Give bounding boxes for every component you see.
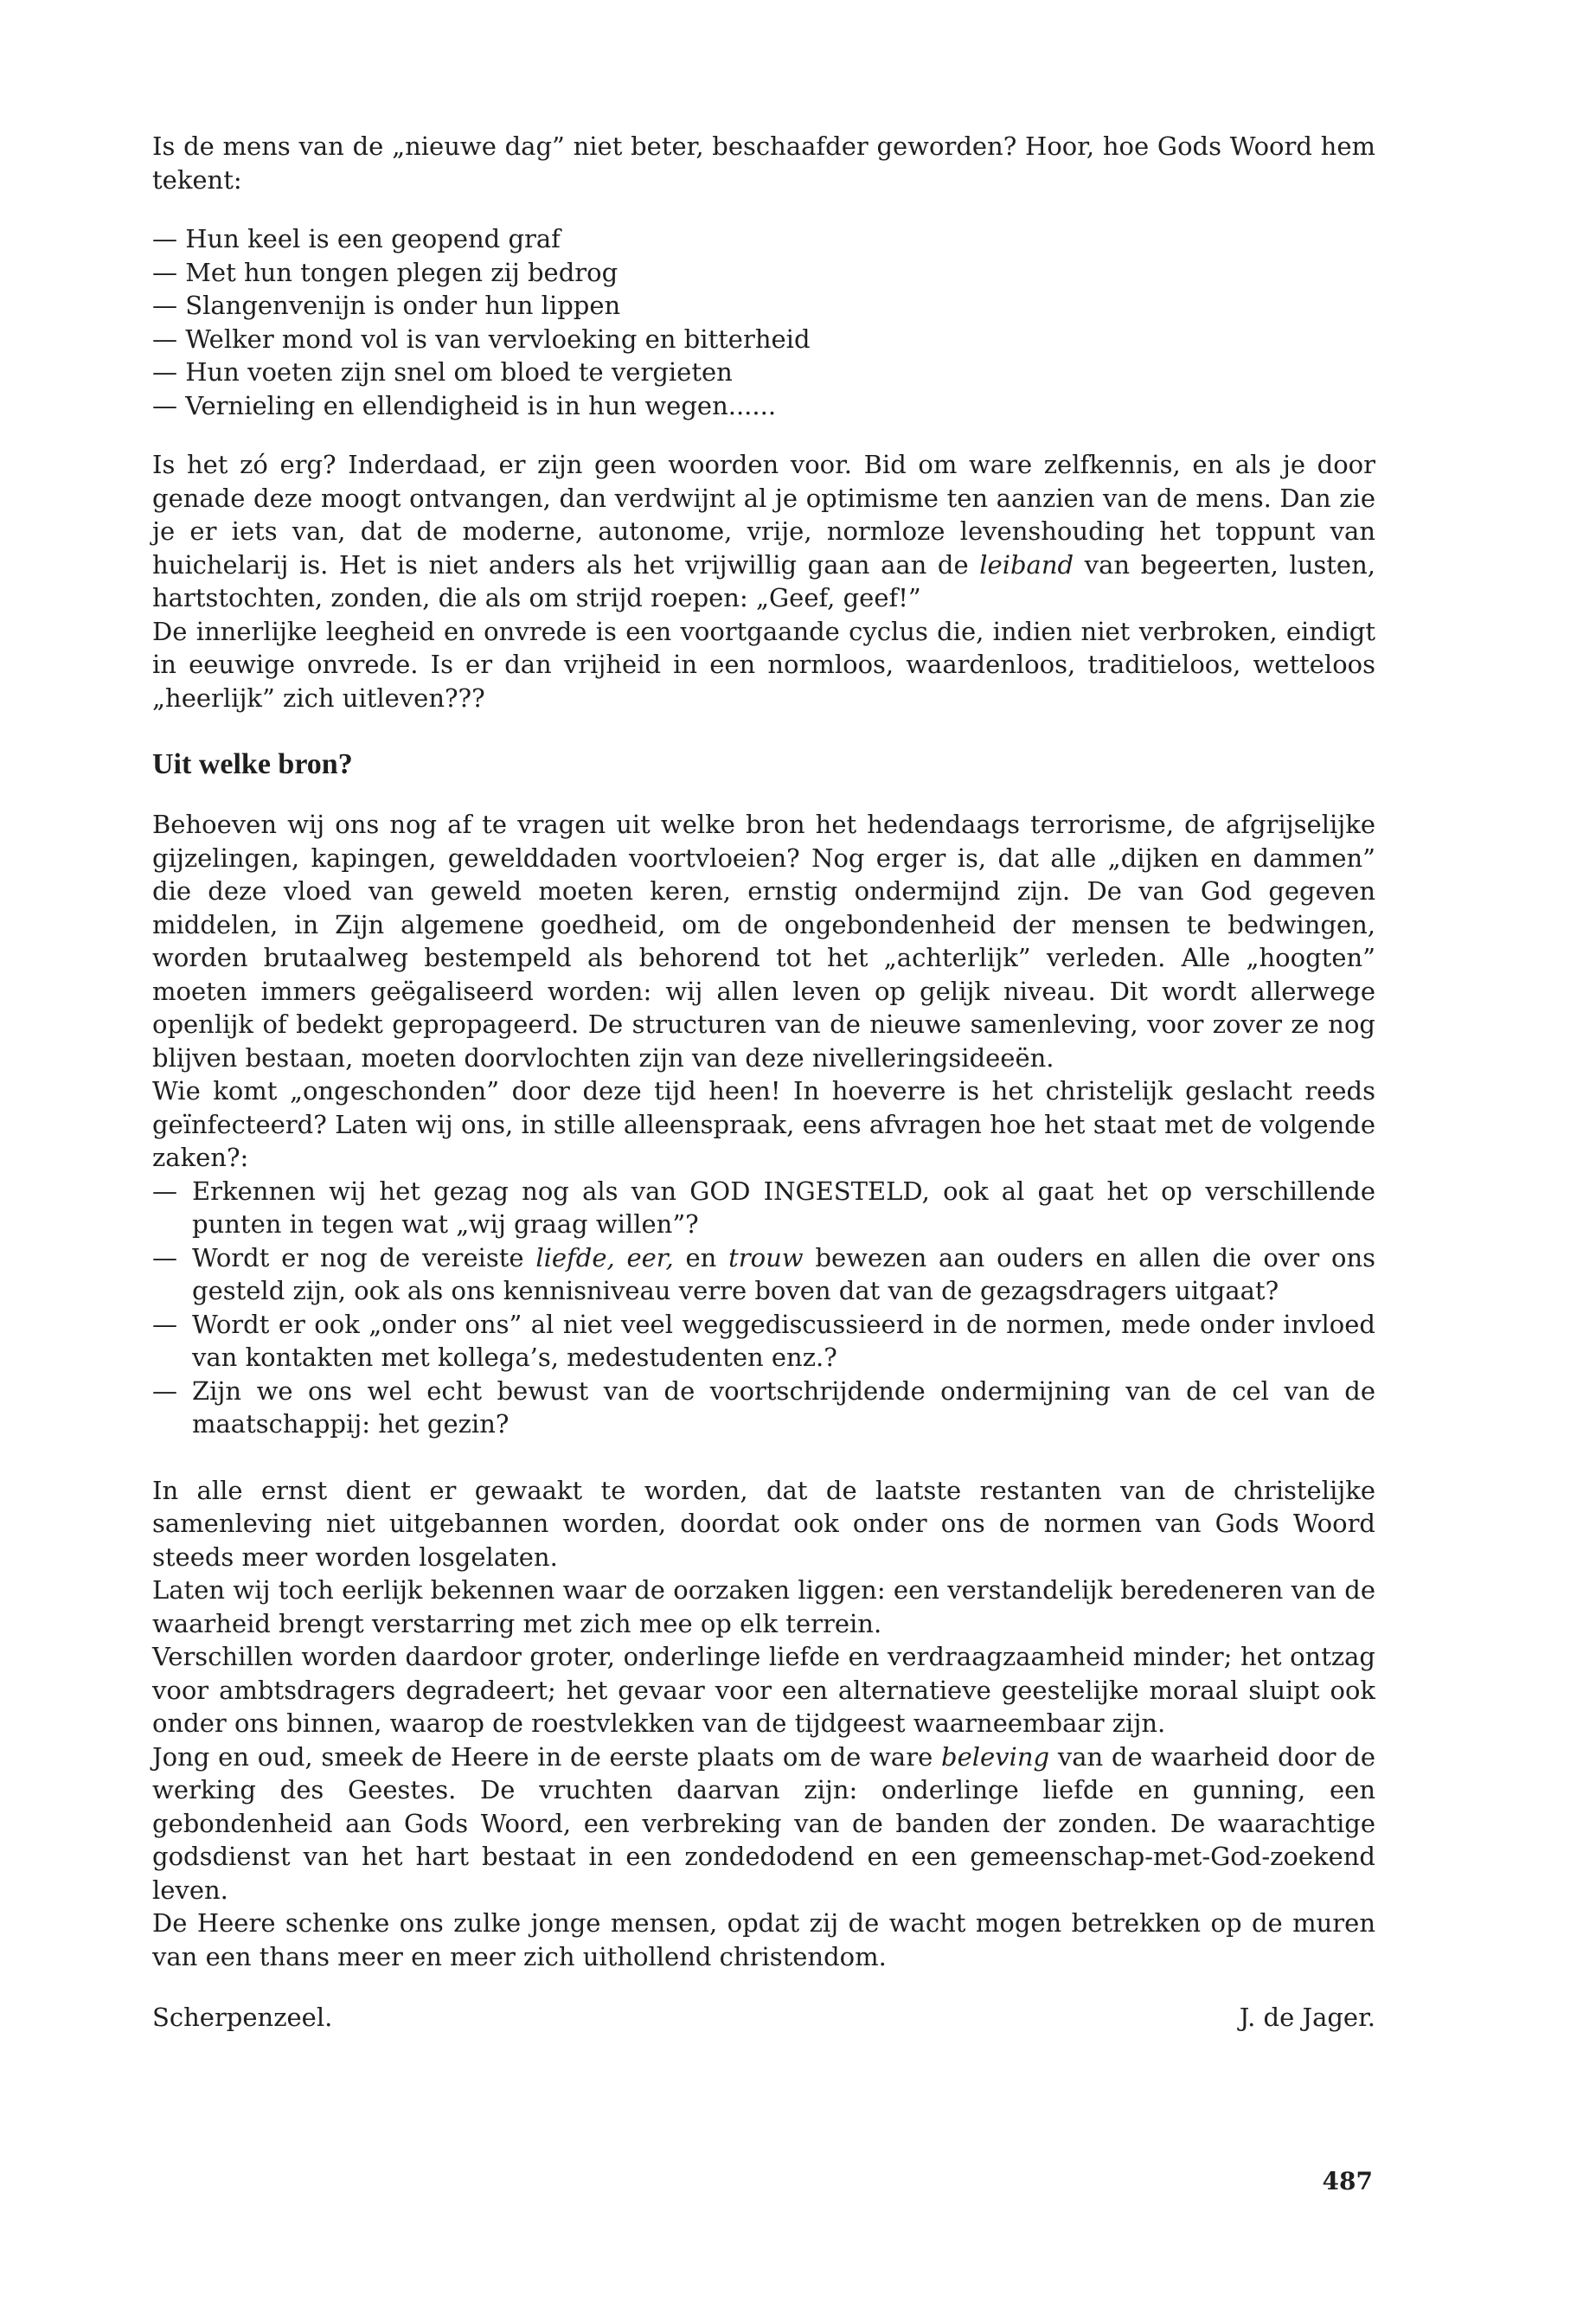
question-item: — Wordt er ook „onder ons” al niet veel weggediscussieerd in de normen, mede onder invloed van kontakten met kollega’s, medestudenten enz.? bbox=[152, 1309, 1375, 1372]
closing-paragraph-4: Jong en oud, smeek de Heere in de eerste plaats om de ware beleving van de waarheid door de werking des Geestes. De vruchten daarvan zijn: onderlinge liefde en gunning, een gebondenheid aan Gods Woord, een verbreking van de banden der zonden. De waarachtige godsdienst van het hart bestaat in een zondedodend en een gemeenschap-met-God-zoekend leven. bbox=[152, 1741, 1375, 1905]
scripture-line: — Hun keel is een geopend graf bbox=[152, 224, 561, 253]
section-heading: Uit welke bron? bbox=[152, 748, 353, 780]
closing-paragraph-5: De Heere schenke ons zulke jonge mensen, opdat zij de wacht mogen betrekken op de muren van een thans meer en meer zich uithollend christendom. bbox=[152, 1908, 1375, 1971]
question-list bbox=[152, 1175, 1375, 1441]
scripture-line: — Welker mond vol is van vervloeking en bitterheid bbox=[152, 324, 811, 354]
scripture-line: — Slangenvenijn is onder hun lippen bbox=[152, 291, 621, 320]
self-knowledge-paragraph: Is het zó erg? Inderdaad, er zijn geen woorden voor. Bid om ware zelfkennis, en als je door genade deze moogt ontvangen, dan verdwijnt al je optimisme ten aanzien van de mens. Dan zie je er iets van, dat de moderne, autonome, vrije, normloze levenshouding het toppunt van huichelarij is. Het is niet anders als het vrijwillig gaan aan de leiband van begeerten, lusten, hartstochten, zonden, die als om strijd roepen: „Geef, geef!” bbox=[152, 450, 1375, 612]
question-item: — Erkennen wij het gezag nog als van GOD INGESTELD, ook al gaat het op verschillende punten in tegen wat „wij graag willen”? bbox=[152, 1176, 1375, 1239]
scripture-line: — Vernieling en ellendigheid is in hun wegen...... bbox=[152, 390, 777, 420]
scripture-line: — Hun voeten zijn snel om bloed te vergieten bbox=[152, 357, 733, 387]
cycle-paragraph: De innerlijke leegheid en onvrede is een voortgaande cyclus die, indien niet verbroken, eindigt in eeuwige onvrede. Is er dan vrijheid in een normloos, waardenloos, traditieloos, wetteloos „heerlijk” zich uitleven??? bbox=[152, 616, 1375, 713]
question-item: — Wordt er nog de vereiste liefde, eer, en trouw bewezen aan ouders en allen die over ons gesteld zijn, ook als ons kennisniveau verre boven dat van de gezagsdragers uitgaat? bbox=[152, 1242, 1376, 1305]
author-name: J. de Jager. bbox=[1239, 2003, 1375, 2032]
closing-paragraph-3: Verschillen worden daardoor groter, onderlinge liefde en verdraagzaamheid minder; het ontzag voor ambtsdragers degradeert; het gevaar voor een alternatieve geestelijke moraal sluipt ook onder ons binnen, waarop de roestvlekken van de tijdgeest waarneembaar zijn. bbox=[152, 1642, 1375, 1738]
signature-row bbox=[152, 2001, 1375, 2035]
place-name: Scherpenzeel. bbox=[152, 2003, 333, 2032]
scripture-list bbox=[152, 222, 1375, 422]
closing-paragraph-2: Laten wij toch eerlijk bekennen waar de oorzaken liggen: een verstandelijk beredeneren van de waarheid brengt verstarring met zich mee op elk terrein. bbox=[152, 1575, 1375, 1638]
question-item: — Zijn we ons wel echt bewust van de voortschrijdende ondermijning van de cel van de maatschappij: het gezin? bbox=[152, 1375, 1375, 1439]
scripture-line: — Met hun tongen plegen zij bedrog bbox=[152, 257, 619, 287]
terrorism-paragraph: Behoeven wij ons nog af te vragen uit welke bron het hedendaags terrorisme, de afgrijselijke gijzelingen, kapingen, gewelddaden voortvloeien? Nog erger is, dat alle „dijken en dammen” die deze vloed van geweld moeten keren, ernstig ondermijnd zijn. De van God gegeven middelen, in Zijn algemene goedheid, om de ongebondenheid der mensen te bedwingen, worden brutaalweg bestempeld als behorend tot het „achterlijk” verleden. Alle „hoogten” moeten immers geëgaliseerd worden: wij allen leven op gelijk niveau. Dit wordt allerwege openlijk of bedekt gepropageerd. De structuren van de nieuwe samenleving, voor zover ze nog blijven bestaan, moeten doorvlochten zijn van deze nivelleringsideeën. bbox=[152, 810, 1375, 1073]
intro-paragraph: Is de mens van de „nieuwe dag” niet beter, beschaafder geworden? Hoor, hoe Gods Woord hem tekent: bbox=[152, 131, 1375, 195]
closing-paragraph-1: In alle ernst dient er gewaakt te worden, dat de laatste restanten van de christelijke samenleving niet uitgebannen worden, doordat ook onder ons de normen van Gods Woord steeds meer worden losgelaten. bbox=[152, 1475, 1375, 1572]
question-intro-paragraph: Wie komt „ongeschonden” door deze tijd heen! In hoeverre is het christelijk geslacht reeds geïnfecteerd? Laten wij ons, in stille alleenspraak, eens afvragen hoe het staat met de volgende zaken?: bbox=[152, 1076, 1375, 1172]
page-number: 487 bbox=[1322, 2167, 1373, 2195]
